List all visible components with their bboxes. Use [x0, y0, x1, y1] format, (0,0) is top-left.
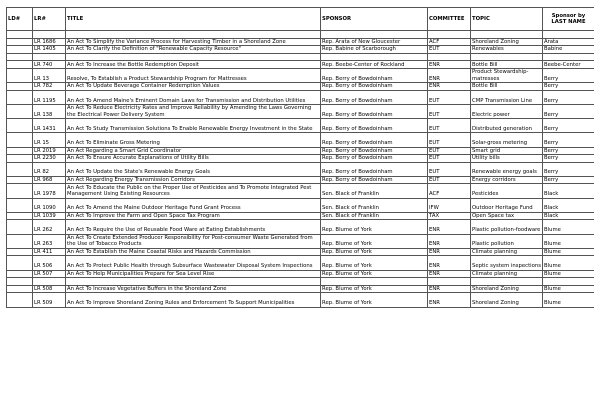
cell-sponsor: Rep. Berry of Bowdoinham — [321, 162, 428, 176]
cell-ld — [7, 90, 33, 104]
cell-lr: LR 262 — [33, 220, 66, 234]
cell-topic: Shoreland Zoning — [471, 285, 543, 293]
cell-committee: ENR — [428, 68, 471, 82]
cell-lr: LR 1405 — [33, 46, 66, 54]
cell-title: An Act To Clarify the Definition of "Renewable Capacity Resource" — [66, 46, 321, 54]
header-row — [7, 8, 595, 31]
cell-sponsor — [321, 31, 428, 39]
cell-sponsor-last-name: Berry — [543, 155, 595, 163]
cell-lr: LR 740 — [33, 61, 66, 69]
table-row — [7, 278, 595, 286]
cell-ld — [7, 220, 33, 234]
cell-lr — [33, 53, 66, 61]
cell-sponsor-last-name: Berry — [543, 104, 595, 118]
cell-committee: EUT — [428, 119, 471, 133]
cell-sponsor: Rep. Babine of Scarborough — [321, 46, 428, 54]
bill-table — [6, 7, 594, 308]
cell-title — [66, 278, 321, 286]
cell-committee: ENR — [428, 270, 471, 278]
cell-sponsor-last-name: Beebe-Center — [543, 61, 595, 69]
cell-title: Resolve, To Establish a Product Stewardship Program for Mattresses — [66, 68, 321, 82]
table-row — [7, 90, 595, 104]
cell-sponsor: Rep. Blume of York — [321, 248, 428, 256]
cell-lr: LR 15 — [33, 133, 66, 147]
cell-sponsor: Rep. Blume of York — [321, 270, 428, 278]
cell-lr: LR 1090 — [33, 198, 66, 212]
cell-sponsor: Rep. Arata of New Gloucester — [321, 38, 428, 46]
cell-topic — [471, 53, 543, 61]
table-row — [7, 162, 595, 176]
cell-committee: ENR — [428, 220, 471, 234]
cell-sponsor: Rep. Berry of Bowdoinham — [321, 104, 428, 118]
cell-committee: ENR — [428, 83, 471, 91]
cell-committee: ENR — [428, 285, 471, 293]
table-body — [7, 31, 595, 308]
cell-committee: ENR — [428, 234, 471, 248]
cell-sponsor-last-name: Black — [543, 212, 595, 220]
cell-ld — [7, 155, 33, 163]
cell-committee: EUT — [428, 147, 471, 155]
table-row — [7, 61, 595, 69]
table-row — [7, 38, 595, 46]
cell-ld — [7, 83, 33, 91]
cell-ld — [7, 38, 33, 46]
table-row — [7, 133, 595, 147]
table-row — [7, 184, 595, 198]
cell-sponsor-last-name — [543, 53, 595, 61]
cell-committee: EUT — [428, 133, 471, 147]
cell-sponsor: Rep. Blume of York — [321, 285, 428, 293]
cell-sponsor: Rep. Berry of Bowdoinham — [321, 133, 428, 147]
cell-committee: EUT — [428, 162, 471, 176]
cell-committee: EUT — [428, 90, 471, 104]
cell-ld — [7, 46, 33, 54]
cell-sponsor: Rep. Blume of York — [321, 256, 428, 270]
cell-ld — [7, 184, 33, 198]
cell-topic: Utility bills — [471, 155, 543, 163]
cell-title: An Act Regarding Energy Transmission Corridors — [66, 176, 321, 184]
cell-sponsor: Rep. Berry of Bowdoinham — [321, 176, 428, 184]
cell-sponsor: Rep. Berry of Bowdoinham — [321, 68, 428, 82]
table-row — [7, 155, 595, 163]
cell-sponsor: Rep. Blume of York — [321, 293, 428, 307]
table-row — [7, 234, 595, 248]
cell-lr: LR 13 — [33, 68, 66, 82]
col-header-sponsor: SPONSOR — [321, 8, 428, 31]
cell-committee: ACF — [428, 184, 471, 198]
cell-topic: Plastic pollution — [471, 234, 543, 248]
cell-sponsor: Rep. Blume of York — [321, 234, 428, 248]
cell-sponsor-last-name: Blume — [543, 234, 595, 248]
cell-lr: LR 82 — [33, 162, 66, 176]
cell-topic: CMP Transmission Line — [471, 90, 543, 104]
cell-sponsor: Rep. Berry of Bowdoinham — [321, 83, 428, 91]
cell-topic: Septic system inspections — [471, 256, 543, 270]
cell-sponsor-last-name: Berry — [543, 83, 595, 91]
cell-sponsor-last-name: Blume — [543, 220, 595, 234]
cell-sponsor-last-name: Black — [543, 198, 595, 212]
cell-sponsor-last-name: Blume — [543, 270, 595, 278]
cell-ld — [7, 162, 33, 176]
cell-sponsor-last-name: Berry — [543, 119, 595, 133]
cell-title: An Act To Update Beverage Container Redemption Values — [66, 83, 321, 91]
col-header-topic: TOPIC — [471, 8, 543, 31]
cell-title: An Act To Improve Shoreland Zoning Rules and Enforcement To Support Municipalities — [66, 293, 321, 307]
cell-lr: LR 507 — [33, 270, 66, 278]
cell-ld — [7, 68, 33, 82]
table-row — [7, 248, 595, 256]
cell-committee: ENR — [428, 256, 471, 270]
cell-title: An Act To Educate the Public on the Proper Use of Pesticides and To Promote Integrated Pest Management Using Existing Resources — [66, 184, 321, 198]
cell-ld — [7, 270, 33, 278]
cell-title: An Act To Improve the Farm and Open Space Tax Program — [66, 212, 321, 220]
cell-title: An Act To Establish the Maine Coastal Risks and Hazards Commission — [66, 248, 321, 256]
cell-committee: ACF — [428, 38, 471, 46]
table-row — [7, 270, 595, 278]
cell-sponsor: Rep. Berry of Bowdoinham — [321, 155, 428, 163]
cell-title: An Act To Require the Use of Reusable Food Ware at Eating Establishments — [66, 220, 321, 234]
cell-ld — [7, 176, 33, 184]
cell-sponsor: Rep. Beebe-Center of Rockland — [321, 61, 428, 69]
col-header-lr: LR# — [33, 8, 66, 31]
cell-topic: Solar-gross metering — [471, 133, 543, 147]
table-row — [7, 68, 595, 82]
table-row — [7, 176, 595, 184]
cell-lr: LR 1686 — [33, 38, 66, 46]
cell-sponsor-last-name — [543, 278, 595, 286]
cell-topic — [471, 278, 543, 286]
cell-sponsor — [321, 278, 428, 286]
table-row — [7, 83, 595, 91]
table-row — [7, 104, 595, 118]
cell-committee: TAX — [428, 212, 471, 220]
cell-ld — [7, 53, 33, 61]
table-row — [7, 46, 595, 54]
table-row — [7, 31, 595, 39]
cell-lr: LR 1431 — [33, 119, 66, 133]
cell-sponsor-last-name: Blume — [543, 256, 595, 270]
cell-topic: Open Space tax — [471, 212, 543, 220]
cell-ld — [7, 61, 33, 69]
cell-title: An Act To Update the State's Renewable Energy Goals — [66, 162, 321, 176]
table-row — [7, 220, 595, 234]
cell-sponsor-last-name: Babine — [543, 46, 595, 54]
cell-ld — [7, 133, 33, 147]
cell-sponsor-last-name: Blume — [543, 248, 595, 256]
cell-sponsor: Rep. Blume of York — [321, 220, 428, 234]
table-row — [7, 119, 595, 133]
cell-ld — [7, 293, 33, 307]
cell-sponsor: Rep. Berry of Bowdoinham — [321, 90, 428, 104]
cell-topic: Bottle Bill — [471, 83, 543, 91]
cell-sponsor-last-name: Black — [543, 184, 595, 198]
cell-lr: LR 506 — [33, 256, 66, 270]
cell-topic: Renewables — [471, 46, 543, 54]
cell-sponsor-last-name: Berry — [543, 147, 595, 155]
cell-topic: Shoreland Zoning — [471, 38, 543, 46]
col-header-ld: LD# — [7, 8, 33, 31]
cell-sponsor-last-name: Berry — [543, 162, 595, 176]
cell-committee — [428, 53, 471, 61]
cell-title: An Act To Reduce Electricity Rates and Improve Reliability by Amending the Laws Governing the Electrical Power Delivery System — [66, 104, 321, 118]
cell-sponsor: Rep. Berry of Bowdoinham — [321, 119, 428, 133]
cell-title — [66, 53, 321, 61]
cell-topic: Shoreland Zoning — [471, 293, 543, 307]
cell-lr: LR 1195 — [33, 90, 66, 104]
cell-title — [66, 31, 321, 39]
table-row — [7, 256, 595, 270]
cell-title: An Act To Simplify the Variance Process for Harvesting Timber in a Shoreland Zone — [66, 38, 321, 46]
cell-topic: Climate planning — [471, 248, 543, 256]
cell-committee: EUT — [428, 46, 471, 54]
cell-committee: EUT — [428, 176, 471, 184]
cell-sponsor-last-name: Berry — [543, 90, 595, 104]
cell-sponsor — [321, 53, 428, 61]
cell-ld — [7, 31, 33, 39]
cell-topic: Outdoor Heritage Fund — [471, 198, 543, 212]
cell-lr: LR 2230 — [33, 155, 66, 163]
cell-lr: LR 508 — [33, 285, 66, 293]
cell-topic: Distributed generation — [471, 119, 543, 133]
cell-lr: LR 2019 — [33, 147, 66, 155]
cell-topic: Pesticides — [471, 184, 543, 198]
cell-sponsor-last-name: Berry — [543, 68, 595, 82]
cell-title: An Act To Increase the Bottle Redemption Deposit — [66, 61, 321, 69]
cell-topic — [471, 31, 543, 39]
cell-sponsor: Sen. Black of Franklin — [321, 184, 428, 198]
cell-lr: LR 1039 — [33, 212, 66, 220]
cell-title: An Act To Help Municipalities Prepare for Sea Level Rise — [66, 270, 321, 278]
cell-lr: LR 968 — [33, 176, 66, 184]
table-row — [7, 212, 595, 220]
cell-title: An Act To Increase Vegetative Buffers in the Shoreland Zone — [66, 285, 321, 293]
cell-title: An Act To Protect Public Health through Subsurface Wastewater Disposal System Inspections — [66, 256, 321, 270]
cell-lr — [33, 278, 66, 286]
cell-committee: EUT — [428, 155, 471, 163]
cell-topic: Electric power — [471, 104, 543, 118]
bill-sheet — [6, 7, 594, 400]
cell-topic: Smart grid — [471, 147, 543, 155]
cell-title: An Act To Amend the Maine Outdoor Heritage Fund Grant Process — [66, 198, 321, 212]
cell-ld — [7, 285, 33, 293]
cell-topic: Bottle Bill — [471, 61, 543, 69]
cell-lr: LR 509 — [33, 293, 66, 307]
cell-topic: Product Stewardship-matresses — [471, 68, 543, 82]
cell-title: An Act To Study Transmission Solutions To Enable Renewable Energy Investment in the State — [66, 119, 321, 133]
cell-ld — [7, 234, 33, 248]
cell-lr: LR 138 — [33, 104, 66, 118]
table-row — [7, 147, 595, 155]
cell-committee — [428, 278, 471, 286]
cell-sponsor-last-name: Blume — [543, 285, 595, 293]
col-header-title: TITLE — [66, 8, 321, 31]
cell-title: An Act Regarding a Smart Grid Coordinator — [66, 147, 321, 155]
cell-ld — [7, 248, 33, 256]
cell-sponsor: Rep. Berry of Bowdoinham — [321, 147, 428, 155]
cell-topic: Renewable energy goals — [471, 162, 543, 176]
cell-sponsor-last-name: Berry — [543, 133, 595, 147]
cell-ld — [7, 256, 33, 270]
cell-committee: ENR — [428, 61, 471, 69]
cell-committee: EUT — [428, 104, 471, 118]
cell-sponsor-last-name: Blume — [543, 293, 595, 307]
cell-sponsor: Sen. Black of Franklin — [321, 198, 428, 212]
table-row — [7, 293, 595, 307]
table-row — [7, 285, 595, 293]
cell-title: An Act To Create Extended Producer Responsibility for Post-consumer Waste Generated from the Use of Tobacco Products — [66, 234, 321, 248]
cell-title: An Act To Amend Maine's Eminent Domain Laws for Transmission and Distribution Utilities — [66, 90, 321, 104]
cell-topic: Plastic pollution-foodware — [471, 220, 543, 234]
cell-lr — [33, 31, 66, 39]
cell-ld — [7, 278, 33, 286]
cell-sponsor-last-name: Arata — [543, 38, 595, 46]
cell-title: An Act To Eliminate Gross Metering — [66, 133, 321, 147]
cell-sponsor: Sen. Black of Franklin — [321, 212, 428, 220]
cell-ld — [7, 198, 33, 212]
col-header-committee: COMMITTEE — [428, 8, 471, 31]
cell-lr: LR 263 — [33, 234, 66, 248]
cell-ld — [7, 147, 33, 155]
cell-committee: ENR — [428, 293, 471, 307]
cell-committee: ENR — [428, 248, 471, 256]
cell-topic: Energy corridors — [471, 176, 543, 184]
cell-lr: LR 411 — [33, 248, 66, 256]
cell-sponsor-last-name — [543, 31, 595, 39]
table-row — [7, 53, 595, 61]
cell-committee — [428, 31, 471, 39]
table-row — [7, 198, 595, 212]
col-header-sponsor-last-name: Sponsor by LAST NAME — [543, 8, 595, 31]
cell-title: An Act To Ensure Accurate Explanations of Utility Bills — [66, 155, 321, 163]
cell-ld — [7, 212, 33, 220]
cell-ld — [7, 104, 33, 118]
cell-ld — [7, 119, 33, 133]
cell-topic: Climate planning — [471, 270, 543, 278]
cell-committee: IFW — [428, 198, 471, 212]
cell-lr: LR 782 — [33, 83, 66, 91]
cell-sponsor-last-name: Berry — [543, 176, 595, 184]
cell-lr: LR 1978 — [33, 184, 66, 198]
